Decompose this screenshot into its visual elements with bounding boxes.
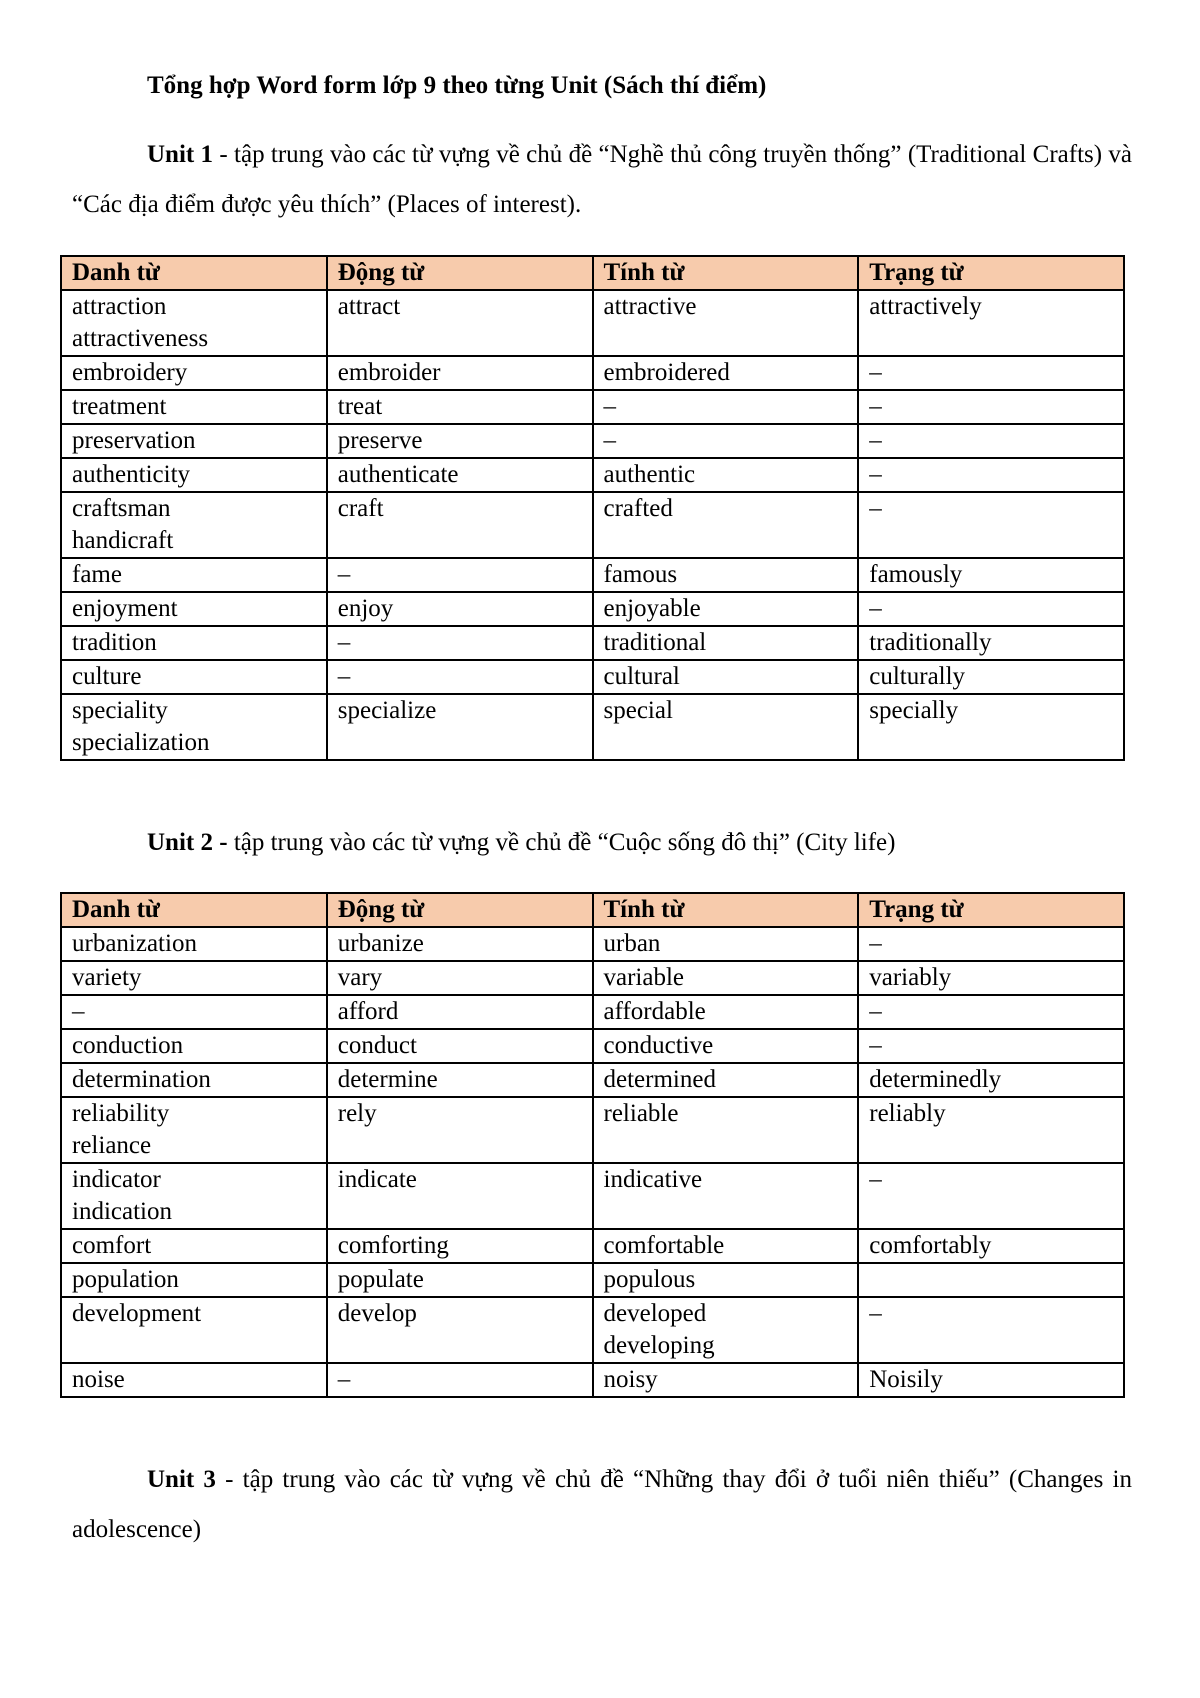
unit1-word-form-table <box>60 255 1125 761</box>
cell-adjective: traditional <box>593 626 859 660</box>
cell-adverb: – <box>858 458 1124 492</box>
cell-adjective: – <box>593 424 859 458</box>
cell-adjective: reliable <box>593 1097 859 1163</box>
cell-adverb: comfortably <box>858 1229 1124 1263</box>
table-row <box>61 424 1124 458</box>
cell-adjective: conductive <box>593 1029 859 1063</box>
cell-noun: treatment <box>61 390 327 424</box>
cell-adverb: reliably <box>858 1097 1124 1163</box>
cell-adjective: indicative <box>593 1163 859 1229</box>
table-row <box>61 458 1124 492</box>
table-header-row <box>61 256 1124 290</box>
table-row <box>61 1063 1124 1097</box>
cell-verb: rely <box>327 1097 593 1163</box>
cell-adjective: special <box>593 694 859 760</box>
cell-adverb: – <box>858 1029 1124 1063</box>
cell-verb: conduct <box>327 1029 593 1063</box>
cell-noun: comfort <box>61 1229 327 1263</box>
cell-verb: – <box>327 660 593 694</box>
cell-adverb: culturally <box>858 660 1124 694</box>
cell-adverb: – <box>858 927 1124 961</box>
cell-noun: embroidery <box>61 356 327 390</box>
cell-noun: – <box>61 995 327 1029</box>
cell-adjective: – <box>593 390 859 424</box>
cell-adverb: variably <box>858 961 1124 995</box>
table-row <box>61 356 1124 390</box>
cell-adjective: populous <box>593 1263 859 1297</box>
unit3-label: Unit 3 <box>147 1466 216 1493</box>
cell-noun: determination <box>61 1063 327 1097</box>
cell-noun: attraction attractiveness <box>61 290 327 356</box>
unit2-text: tập trung vào các từ vựng về chủ đề “Cuộc sống đô thị” (City life) <box>227 829 896 856</box>
unit2-table-body <box>61 927 1124 1397</box>
cell-adverb: specially <box>858 694 1124 760</box>
cell-adverb: – <box>858 390 1124 424</box>
cell-adverb: famously <box>858 558 1124 592</box>
cell-noun: reliability reliance <box>61 1097 327 1163</box>
cell-adverb: traditionally <box>858 626 1124 660</box>
header-noun: Danh từ <box>61 256 327 290</box>
cell-noun: development <box>61 1297 327 1363</box>
cell-verb: – <box>327 1363 593 1397</box>
cell-adjective: cultural <box>593 660 859 694</box>
cell-verb: vary <box>327 961 593 995</box>
cell-adjective: determined <box>593 1063 859 1097</box>
header-verb: Động từ <box>327 256 593 290</box>
unit2-intro <box>72 818 1132 868</box>
cell-adverb: – <box>858 492 1124 558</box>
table-row <box>61 1263 1124 1297</box>
cell-noun: population <box>61 1263 327 1297</box>
cell-verb: afford <box>327 995 593 1029</box>
table-row <box>61 558 1124 592</box>
cell-adjective: variable <box>593 961 859 995</box>
cell-adjective: crafted <box>593 492 859 558</box>
cell-adverb: – <box>858 356 1124 390</box>
cell-verb: enjoy <box>327 592 593 626</box>
cell-noun: speciality specialization <box>61 694 327 760</box>
unit2-word-form-table <box>60 892 1125 1398</box>
cell-adjective: attractive <box>593 290 859 356</box>
header-adverb: Trạng từ <box>858 256 1124 290</box>
table-header-row <box>61 893 1124 927</box>
table-row <box>61 390 1124 424</box>
cell-verb: indicate <box>327 1163 593 1229</box>
unit1-table-body <box>61 290 1124 760</box>
cell-adjective: embroidered <box>593 356 859 390</box>
table-row <box>61 1029 1124 1063</box>
cell-adverb: attractively <box>858 290 1124 356</box>
cell-adjective: noisy <box>593 1363 859 1397</box>
cell-adverb: – <box>858 1163 1124 1229</box>
cell-noun: conduction <box>61 1029 327 1063</box>
unit3-text: - tập trung vào các từ vựng về chủ đề “Những thay đổi ở tuổi niên thiếu” (Changes in adolescence) <box>72 1466 1132 1543</box>
page-title: Tổng hợp Word form lớp 9 theo từng Unit (Sách thí điểm) <box>147 72 767 99</box>
table-row <box>61 1297 1124 1363</box>
table-row <box>61 1363 1124 1397</box>
cell-verb: preserve <box>327 424 593 458</box>
unit2-label: Unit 2 - <box>147 829 228 856</box>
table-row <box>61 592 1124 626</box>
table-row <box>61 492 1124 558</box>
cell-verb: comforting <box>327 1229 593 1263</box>
cell-verb: attract <box>327 290 593 356</box>
cell-verb: craft <box>327 492 593 558</box>
header-adjective: Tính từ <box>593 893 859 927</box>
header-verb: Động từ <box>327 893 593 927</box>
header-adjective: Tính từ <box>593 256 859 290</box>
cell-verb: specialize <box>327 694 593 760</box>
table-row <box>61 961 1124 995</box>
cell-verb: embroider <box>327 356 593 390</box>
table-row <box>61 290 1124 356</box>
table-row <box>61 1163 1124 1229</box>
cell-noun: noise <box>61 1363 327 1397</box>
cell-adjective: comfortable <box>593 1229 859 1263</box>
table-row <box>61 927 1124 961</box>
cell-adverb: – <box>858 592 1124 626</box>
cell-noun: enjoyment <box>61 592 327 626</box>
cell-noun: fame <box>61 558 327 592</box>
cell-adverb: – <box>858 424 1124 458</box>
header-adverb: Trạng từ <box>858 893 1124 927</box>
cell-adverb <box>858 1263 1124 1297</box>
cell-adjective: urban <box>593 927 859 961</box>
cell-adjective: developed developing <box>593 1297 859 1363</box>
cell-verb: authenticate <box>327 458 593 492</box>
table-row <box>61 1229 1124 1263</box>
cell-verb: develop <box>327 1297 593 1363</box>
unit1-text: - tập trung vào các từ vựng về chủ đề “Nghề thủ công truyền thống” (Traditional Crafts) và “Các địa điểm được yêu thích” (Places of interest). <box>72 141 1132 218</box>
cell-noun: tradition <box>61 626 327 660</box>
cell-adjective: famous <box>593 558 859 592</box>
cell-noun: variety <box>61 961 327 995</box>
table-row <box>61 1097 1124 1163</box>
cell-adjective: enjoyable <box>593 592 859 626</box>
unit3-intro <box>72 1455 1132 1555</box>
cell-noun: urbanization <box>61 927 327 961</box>
table-row <box>61 660 1124 694</box>
cell-adjective: affordable <box>593 995 859 1029</box>
unit1-intro <box>72 130 1132 230</box>
cell-adverb: Noisily <box>858 1363 1124 1397</box>
cell-noun: craftsman handicraft <box>61 492 327 558</box>
cell-adverb: – <box>858 1297 1124 1363</box>
cell-adverb: – <box>858 995 1124 1029</box>
cell-noun: preservation <box>61 424 327 458</box>
table-row <box>61 694 1124 760</box>
cell-noun: authenticity <box>61 458 327 492</box>
cell-adverb: determinedly <box>858 1063 1124 1097</box>
cell-verb: urbanize <box>327 927 593 961</box>
unit1-label: Unit 1 <box>147 141 214 168</box>
cell-verb: treat <box>327 390 593 424</box>
cell-verb: – <box>327 558 593 592</box>
cell-noun: culture <box>61 660 327 694</box>
cell-adjective: authentic <box>593 458 859 492</box>
table-row <box>61 626 1124 660</box>
cell-verb: determine <box>327 1063 593 1097</box>
cell-verb: – <box>327 626 593 660</box>
cell-verb: populate <box>327 1263 593 1297</box>
header-noun: Danh từ <box>61 893 327 927</box>
cell-noun: indicator indication <box>61 1163 327 1229</box>
table-row <box>61 995 1124 1029</box>
